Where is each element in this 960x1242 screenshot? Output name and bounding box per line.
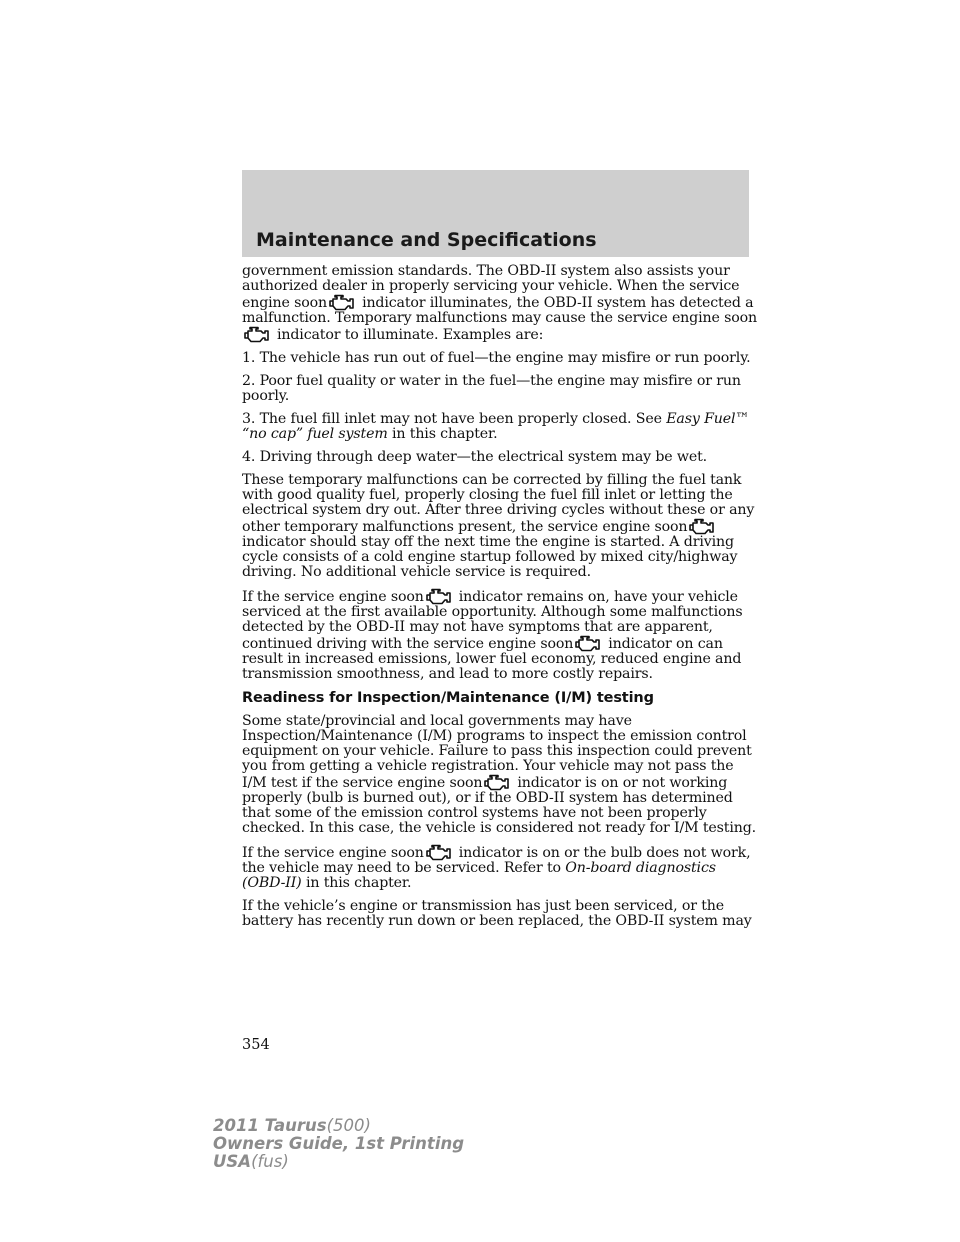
subheading-im-testing: Readiness for Inspection/Maintenance (I/M) testing bbox=[242, 690, 654, 706]
check-engine-icon bbox=[689, 518, 715, 535]
example-2: 2. Poor fuel quality or water in the fuel—the engine may misfire or run poorly. bbox=[242, 373, 741, 404]
footer: 2011 Taurus(500) Owners Guide, 1st Printing USA(fus) bbox=[213, 1116, 465, 1171]
section-title: Maintenance and Specifications bbox=[256, 229, 597, 251]
paragraph-bulb-not-working: If the service engine soon indicator is on or the bulb does not work, the vehicle may need to be serviced. Refer to On-board diagnostics (OBD-II) in this chapter. bbox=[242, 845, 751, 891]
check-engine-icon bbox=[484, 774, 510, 791]
paragraph-recently-serviced: If the vehicle’s engine or transmission has just been serviced, or the battery has recently run down or been replaced, the OBD-II system may bbox=[242, 898, 752, 929]
paragraph-temporary-malfunctions: These temporary malfunctions can be corrected by filling the fuel tank with good quality fuel, properly closing the fuel fill inlet or letting the electrical system dry out. After three driving cycles without these or any other temporary malfunctions present, the service engine soon indicator should stay off the next time the engine is started. A driving cycle consists of a cold engine startup followed by mixed city/highway driving. No additional vehicle service is required. bbox=[242, 472, 755, 580]
check-engine-icon bbox=[244, 326, 270, 343]
check-engine-icon bbox=[575, 635, 601, 652]
example-1: 1. The vehicle has run out of fuel—the engine may misfire or run poorly. bbox=[242, 350, 751, 366]
check-engine-icon bbox=[426, 588, 452, 605]
check-engine-icon bbox=[329, 294, 355, 311]
example-3: 3. The fuel fill inlet may not have been properly closed. See Easy Fuel™ “no cap” fuel system in this chapter. bbox=[242, 411, 750, 442]
cross-reference: On-board diagnostics (OBD-II) bbox=[242, 860, 716, 891]
check-engine-icon bbox=[426, 844, 452, 861]
paragraph-intro: government emission standards. The OBD-II system also assists your authorized dealer in properly servicing your vehicle. When the service engine soon indicator illuminates, the OBD-II system has detected a malfunction. Temporary malfunctions may cause the service engine soon indicator to illuminate. Examples are: bbox=[242, 263, 757, 343]
page-body bbox=[242, 264, 762, 937]
cross-reference: Easy Fuel™ “no cap” fuel system bbox=[242, 411, 750, 442]
page-number: 354 bbox=[242, 1037, 270, 1053]
paragraph-indicator-remains-on: If the service engine soon indicator remains on, have your vehicle serviced at the first available opportunity. Although some malfunctions detected by the OBD-II may not have symptoms that are apparent, continued driving with the service engine soon indicator on can result in increased emissions, lower fuel economy, reduced engine and transmission smoothness, and lead to more costly repairs. bbox=[242, 589, 743, 682]
paragraph-im-programs: Some state/provincial and local governments may have Inspection/Maintenance (I/M) programs to inspect the emission control equipment on your vehicle. Failure to pass this inspection could prevent you from getting a vehicle registration. Your vehicle may not pass the I/M test if the service engine soon indicator is on or not working properly (bulb is burned out), or if the OBD-II system has determined that some of the emission control systems have not been properly checked. In this case, the vehicle is considered not ready for I/M testing. bbox=[242, 713, 757, 836]
example-4: 4. Driving through deep water—the electrical system may be wet. bbox=[242, 449, 708, 465]
